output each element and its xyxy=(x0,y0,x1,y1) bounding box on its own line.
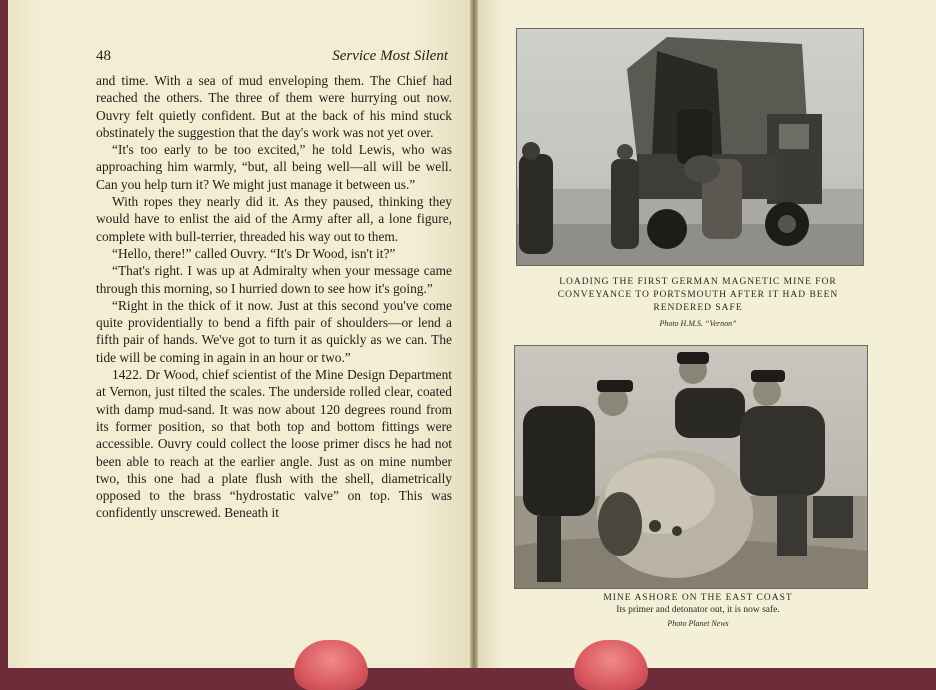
paragraph: “Hello, there!” called Ouvry. “It's Dr Wood, isn't it?” xyxy=(112,245,396,261)
photo-credit: Photo H.M.S. “Vernon” xyxy=(659,319,737,328)
body-text xyxy=(96,72,452,522)
open-book xyxy=(8,0,936,668)
photo-loading-mine xyxy=(516,28,864,266)
paragraph: and time. With a sea of mud enveloping them. The Chief had reached the others. The three of them were hurrying out now. Ouvry felt quietly confident. But at the back of his mind stuck obstinately the suggestion that the day's work was not yet over. xyxy=(96,73,452,140)
running-title: Service Most Silent xyxy=(332,48,448,64)
caption-text: MINE ASHORE ON THE EAST COAST xyxy=(603,593,793,603)
caption-text: LOADING THE FIRST GERMAN MAGNETIC MINE FOR CONVEYANCE TO PORTSMOUTH AFTER IT HAD BEEN RENDERED SAFE xyxy=(557,277,839,313)
paragraph: “That's right. I was up at Admiralty when your message came through this morning, so I hurried down to see how it's going.” xyxy=(96,263,452,296)
left-fingertip xyxy=(294,640,368,690)
paragraph: 1422. Dr Wood, chief scientist of the Mine Design Department at Vernon, just tilted the scales. The underside rolled clear, coated with damp mud-sand. It was now about 120 degrees round from its former position, so that both top and bottom fittings were accessible. Ouvry could collect the loose primer discs he had not been able to reach at the earlier angle. Just as on mine number two, this one had a plate flush with the shell, diametrically opposed to the brass “hydrostatic valve” on top. This was confidently unscrewed. Beneath it xyxy=(96,367,452,521)
photo-caption-1 xyxy=(538,276,858,330)
mine-photo-illustration xyxy=(515,346,867,588)
photo-credit: Photo Planet News xyxy=(667,619,729,628)
paragraph: “Right in the thick of it now. Just at this second you've come quite providentially to bend a fifth pair of shoulders—or lend a fifth pair of hands. We've got to turn it as quickly as we can. The tide will be coming in again in an hour or two.” xyxy=(96,297,452,365)
right-fingertip xyxy=(574,640,648,690)
book-gutter xyxy=(470,0,478,668)
page-number: 48 xyxy=(96,48,111,64)
paragraph: With ropes they nearly did it. As they paused, thinking they would have to enlist the aid of the Army after all, a lone figure, complete with bull-terrier, threaded his way out to them. xyxy=(96,194,452,244)
caption-subtext: Its primer and detonator out, it is now safe. xyxy=(616,605,780,615)
right-page xyxy=(478,0,936,668)
photo-mine-ashore xyxy=(514,345,868,589)
truck-photo-illustration xyxy=(517,29,863,265)
left-page xyxy=(8,0,470,668)
photo-caption-2 xyxy=(548,592,848,630)
paragraph: “It's too early to be too excited,” he told Lewis, who was approaching him warmly, “but, all being well—all will be well. Can you help turn it? We might just manage it between us.” xyxy=(96,142,452,192)
